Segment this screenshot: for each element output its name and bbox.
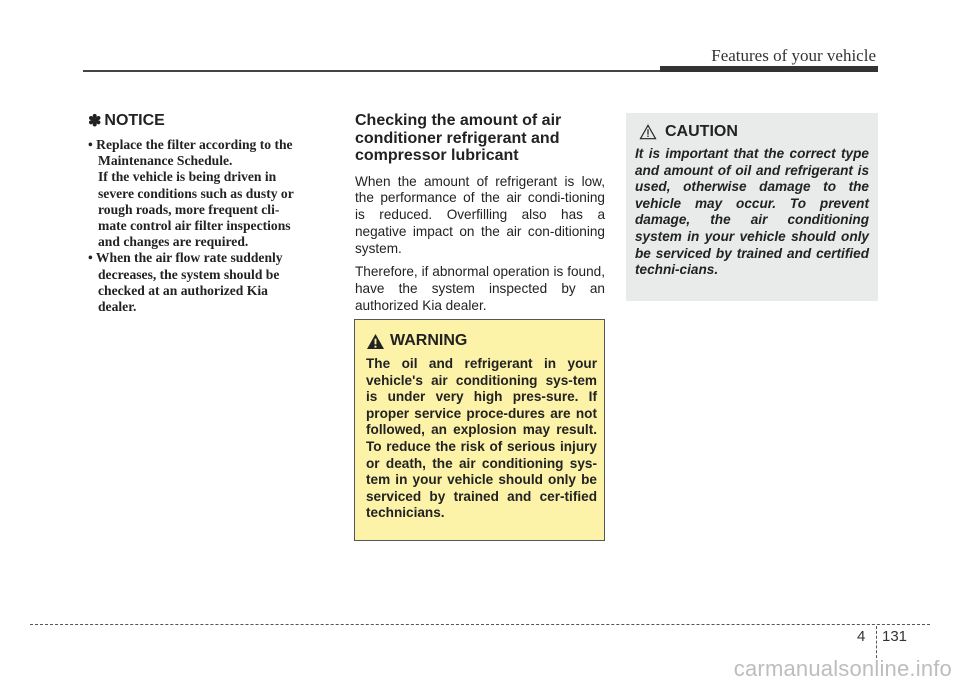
chapter-number: 4 [857, 628, 866, 645]
notice-section [88, 111, 336, 315]
notice-item [88, 137, 336, 250]
warning-box [354, 319, 605, 541]
notice-line: severe conditions such as dusty or [98, 185, 294, 201]
notice-line: Maintenance Schedule. [98, 153, 233, 169]
warning-triangle-icon [366, 333, 385, 350]
notice-title: NOTICE [104, 112, 165, 129]
checking-paragraph: When the amount of refrigerant is low, the performance of the air condi-tioning is reduced. Overfilling also has a negative impact on the air con-ditioning system. [355, 173, 605, 256]
notice-heading [88, 111, 336, 131]
checking-paragraph: Therefore, if abnormal operation is found, have the system inspected by an authorized Kia dealer. [355, 264, 605, 314]
notice-line: rough roads, more frequent cli- [98, 201, 280, 217]
caution-text: It is important that the correct type and amount of oil and refrigerant is used, otherwise damage to the vehicle may occur. To prevent damage, the air conditioning system in your vehicle should only be serviced by trained and certified techni-cians. [635, 146, 869, 278]
header-rule-accent [660, 66, 878, 72]
checking-heading: Checking the amount of air conditioner refrigerant and compressor lubricant [355, 112, 562, 164]
warning-text: The oil and refrigerant in your vehicle's air conditioning sys-tem is under very high pres-sure. If proper service proce-dures are not followed, an explosion may result. To reduce the risk of serious injury or death, the air conditioning sys-tem in your vehicle should only be serviced by trained and cer-tified technicians. [366, 356, 597, 521]
notice-line: • When the air flow rate suddenly [88, 250, 283, 266]
header-rule [83, 70, 663, 72]
notice-star-icon: ✽ [88, 113, 102, 130]
footer-rule [30, 624, 930, 625]
caution-heading [635, 123, 869, 141]
page-number: 131 [882, 628, 908, 645]
notice-line: If the vehicle is being driven in [98, 169, 277, 185]
warning-heading [366, 332, 597, 350]
page-header-title: Features of your vehicle [711, 46, 876, 65]
checking-section [355, 112, 605, 322]
caution-triangle-icon [639, 124, 657, 140]
warning-title: WARNING [390, 332, 468, 349]
notice-line: decreases, the system should be [98, 266, 280, 282]
notice-line: checked at an authorized Kia [98, 282, 268, 298]
caution-title: CAUTION [665, 123, 738, 140]
notice-line: and changes are required. [98, 234, 249, 250]
watermark: carmanualsonline.info [733, 656, 952, 681]
notice-line: mate control air filter inspections [98, 218, 291, 234]
notice-line: • Replace the filter according to the [88, 137, 293, 152]
notice-line: dealer. [98, 299, 137, 315]
caution-box [626, 113, 878, 301]
notice-item [88, 250, 336, 315]
notice-list [88, 137, 336, 315]
